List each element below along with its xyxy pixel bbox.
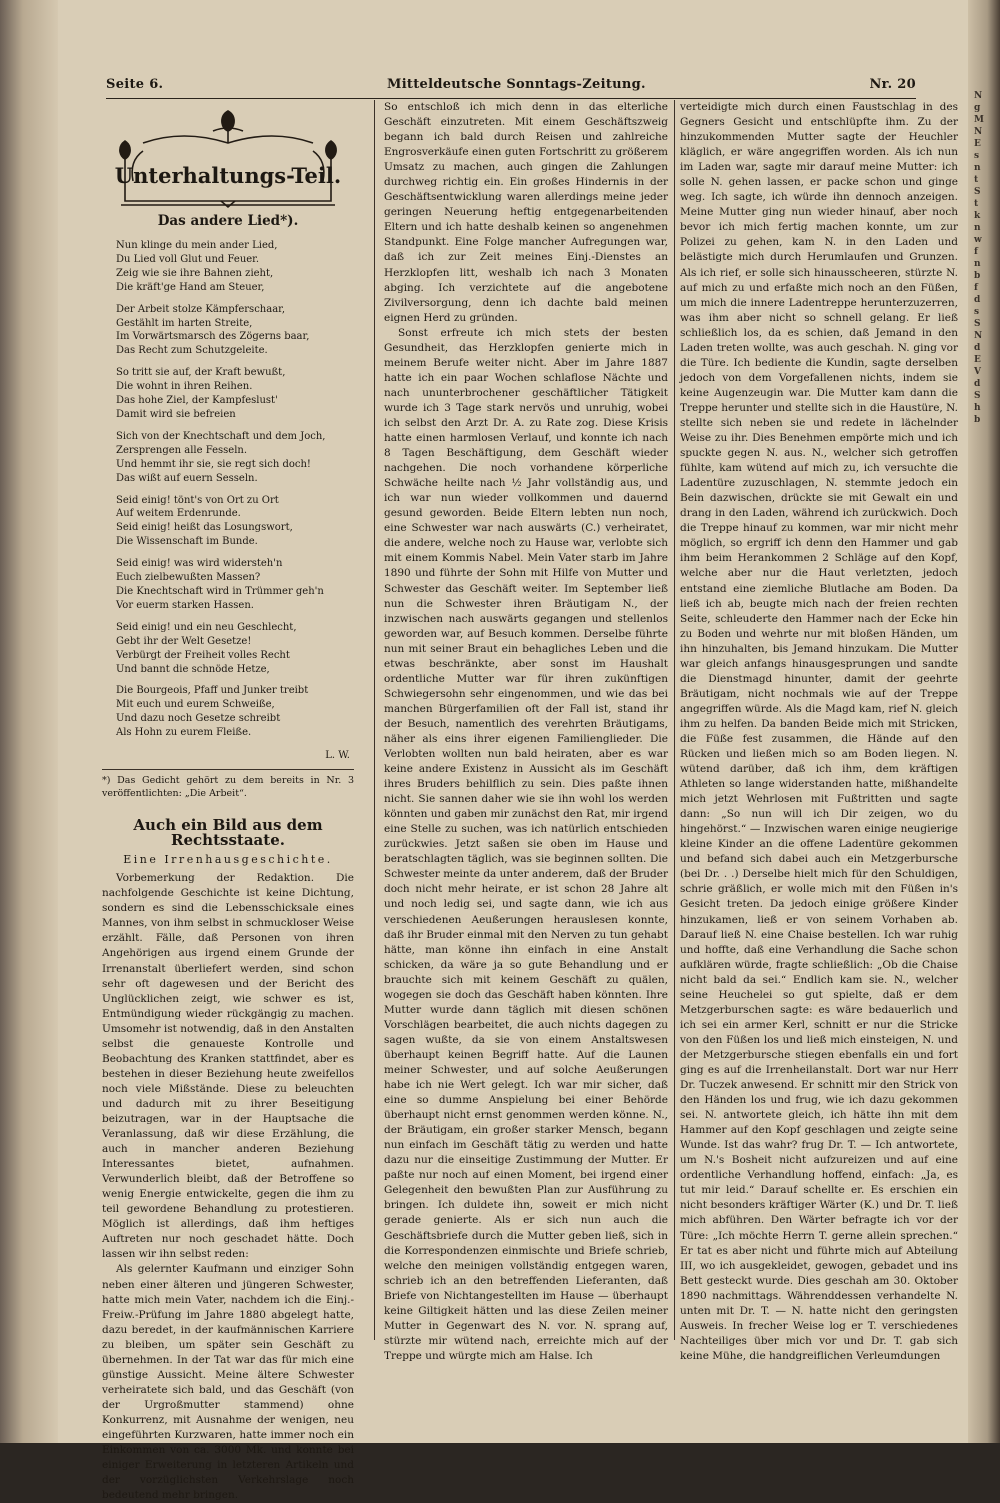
page-sheet <box>58 0 968 1502</box>
column-2 <box>384 100 668 1364</box>
book-binding <box>0 0 58 1443</box>
article-subtitle: Eine Irrenhausgeschichte. <box>123 853 333 867</box>
column-3 <box>680 100 958 1364</box>
next-page-edge-text: N g M N E s n t S t k n w f n b f d s S N d E V d S h b <box>974 91 984 425</box>
article-title: Auch ein Bild aus dem Rechtsstaate. <box>133 816 323 850</box>
article-paragraph: Vorbemerkung der Redaktion. Die nachfolgende Geschichte ist keine Dichtung, sondern es sind die Lebensschicksale eines Mannes, von ihm selbst in schmuckloser Weise erzählt. Fälle, daß Personen von ihren Angehörigen aus irgend einem Grunde der Irrenanstalt überliefert werden, sind schon sehr oft dagewesen und der Bericht des Unglücklichen zeigt, wie schwer es ist, Entmündigung wieder rückgängig zu machen. Umsomehr ist notwendig, daß in den Anstalten selbst die genaueste Kontrolle und Beobachtung des Kranken stattfindet, aber es bestehen in dieser Beziehung heute zweifellos noch viele Mißstände. Diese zu beleuchten und dadurch mit zu ihrer Beseitigung beizutragen, war in der Hauptsache die Veranlassung, daß wir diese Erzählung, die auch in mancher anderen Beziehung Interessantes bietet, aufnahmen. Verwunderlich bleibt, daß der Betroffene so wenig Energie entwickelte, gegen die ihm zu teil gewordene Behandlung zu protestieren. Möglich ist allerdings, daß ihm heftiges Auftreten nur noch geschadet hätte. Doch lassen wir ihn selbst reden: <box>102 872 354 1261</box>
poem-stanza: Der Arbeit stolze Kämpferschaar, Gestählt im harten Streite, Im Vorwärtsmarsch des Zögerns baar, Das Recht zum Schutzgeleite. <box>116 303 310 357</box>
page-number: Seite 6. <box>106 76 164 92</box>
poem-signature: L. W. <box>325 750 350 762</box>
issue-number: Nr. 20 <box>869 76 916 92</box>
poem-footnote: *) Das Gedicht gehört zu dem bereits in Nr. 3 veröffentlichten: „Die Arbeit“. <box>102 769 354 800</box>
poem-stanza: Seid einig! was wird widersteh'n Euch zielbewußten Massen? Die Knechtschaft wird in Trümmer geh'n Vor euerm starken Hassen. <box>116 558 324 611</box>
article-paragraph: Sonst erfreute ich mich stets der besten Gesundheit, das Herzklopfen genierte mich in meinem Berufe weiter nicht. Aber im Jahre 1887 hatte ich ein paar Wochen schlaflose Nächte und nach ununterbrochener geschäftlicher Tätigkeit wurde ich 3 Tage stark nervös und unruhig, wobei ich selbst den Arzt Dr. A. zu Rate zog. Diese Krisis hatte einen harmlosen Verlauf, und konnte ich nach 8 Tagen Beschäftigung, dem Geschäft wieder nachgehen. Die noch vorhandene körperliche Schwäche heilte nach ½ Jahr vollständig aus, und ich war nun wieder vollkommen und dauernd gesund geworden. Beide Eltern lebten nun noch, eine Schwester war nach auswärts (C.) verheiratet, die andere, welche noch zu Hause war, verlobte sich mit einem Kommis Nabel. Mein Vater starb im Jahre 1890 und führte der Sohn mit Hilfe von Mutter und Schwester das Geschäft weiter. Im September ließ nun die Schwester ihren Bräutigam N., der inzwischen nach auswärts gegangen und stellenlos geworden war, auf Besuch kommen. Derselbe führte nun mit seiner Braut ein behagliches Leben und die etwas beschränkte, aber sonst im Haushalt ordentliche Mutter war für ihren zukünftigen Schwiegersohn sehr eingenommen, und wie das bei manchen Bürgerfamilien oft der Fall ist, stand ihr der Besuch, namentlich des verehrten Bräutigams, näher als eins ihrer eigenen Familienglieder. Die Verlobten wollten nun bald heiraten, aber es war keine andere Existenz in Aussicht als im Geschäft ihres Bruders behilflich zu sein. Dies paßte ihnen nicht. Sie sannen daher wie sie ihn wohl los werden könnten und gaben mir zunächst den Rat, mir irgend eine Stelle zu suchen, was ich natürlich entschieden zurückwies. Jetzt saßen sie oben im Hause und beratschlagten täglich, was sie beginnen sollten. Die Schwester meinte da unter anderem, daß der Bruder doch nicht mehr heirate, er ist schon 28 Jahre alt und noch ledig sei, und sagte dann, wie ich aus verschiedenen Aeußerungen herauslesen konnte, daß ihr Bruder einmal mit den Nerven zu tun gehabt hätte, man könne ihn einfach in eine Anstalt schicken, da wäre ja so gute Behandlung und er brauchte sich mit keinem Geschäft zu quälen, wogegen sie doch das Geschäft haben könnten. Ihre Mutter wurde dann täglich mit diesen schönen Vorschlägen bearbeitet, die auch nichts dagegen zu sagen wußte, da sie von einem Anstaltswesen überhaupt keinen Begriff hatte. Auf die Launen meiner Schwester, und auf solche Aeußerungen habe ich nie Wert gelegt. Ich war mir sicher, daß eine so dumme Anspielung bei einer Behörde überhaupt nicht ernst genommen werden könne. N., der Bräutigam, ein großer starker Mensch, begann nun einfach im Geschäft tätig zu werden und hatte dazu nur die einseitige Zustimmung der Mutter. Er paßte nur noch auf einen Moment, bei irgend einer Gelegenheit den bewußten Plan zur Ausführung zu bringen. Ich duldete ihn, soweit er mich nicht gerade genierte. Als er sich nun auch die Geschäftsbriefe durch die Mutter geben ließ, sich in die Korrespondenzen einmischte und Briefe schrieb, welche den meinigen vollständig entgegen waren, schrieb ich an den betreffenden Lieferanten, daß Briefe von Nichtangestellten im Hause — überhaupt keine Giltigkeit hätten und las diese Zeilen meiner Mutter in Gegenwart des N. vor. N. sprang auf, stürzte mir wütend nach, erreichte mich auf der Treppe und würgte mich am Halse. Ich <box>384 326 668 1362</box>
column-divider-1 <box>374 100 375 1340</box>
running-header <box>106 70 916 99</box>
section-title: Unterhaltungs-Teil. <box>114 163 342 188</box>
column-1 <box>102 100 354 1503</box>
article-paragraph: verteidigte mich durch einen Faustschlag in des Gegners Gesicht und entschlüpfte ihm. Zu der hinzukommenden Mutter sagte der Heuchler kläglich, er wäre angegriffen worden. Als ich nun im Laden war, sagte mir darauf meine Mutter: ich solle N. gehen lassen, er packe schon und ginge weg. Ich sagte, ich würde ihn dennoch anzeigen. Meine Mutter ging nun wieder hinauf, aber noch bevor ich mich fertig machen konnte, um zur Polizei zu gehen, kam N. in den Laden und belästigte mich durch Herumlaufen und Grunzen. Als ich rief, er solle sich hinausscheeren, stürzte N. auf mich zu und erfaßte mich noch an den Füßen, um mich die innere Ladentreppe herunterzuzerren, was ihm aber nicht so schnell gelang. Er ließ schließlich los, da es schien, daß Jemand in den Laden treten wollte, was auch geschah. N. ging vor die Türe. Ich bediente die Kundin, sagte derselben jedoch von dem Vorgefallenen nichts, indem sie keine Augenzeugin war. Die Mutter kam dann die Treppe herunter und stellte sich in die Haustüre, N. stellte sich neben sie und redete in lächelnder Weise zu ihr. Dies Benehmen empörte mich und ich spuckte gegen N. aus. N., welcher sich getroffen fühlte, kam wütend auf mich zu, ich versuchte die Ladentüre zuzuschlagen, N. stemmte jedoch ein Bein dazwischen, drückte sie mit Gewalt ein und drang in den Laden, während ich zurückwich. Doch die Treppe hinauf zu kommen, war mir nicht mehr möglich, so ergriff ich denn den Hammer und gab ihm beim Herankommen 2 Schläge auf den Kopf, welche aber nur die Haut verletzten, jedoch entstand eine ziemliche Blutlache am Boden. Da ließ ich ab, beugte mich nach der freien rechten Seite, schleuderte den Hammer nach der Ecke hin zu Boden und wehrte nur mit bloßen Händen, um ihn hinzuhalten, bis Jemand hinzukam. Die Mutter war gleich anfangs hinausgesprungen und sandte die Dienstmagd hinunter, damit der geehrte Bräutigam, nicht nochmals wie auf der Treppe angegriffen würde. Als die Magd kam, rief N. gleich ihm zu helfen. Da banden Beide mich mit Stricken, die Füße fest zusammen, die Hände auf den Rücken und ließen mich so am Boden liegen. N. wütend darüber, daß ich ihm, dem kräftigen Athleten so lange widerstanden hatte, mißhandelte mich jetzt Wehrlosen mit Fußtritten und sagte dann: „So nun will ich Dir zeigen, wo du hingehörst.“ — Inzwischen waren einige neugierige kleine Kinder an die offene Ladentüre gekommen und befand sich dabei auch ein Metzgerbursche (bei Dr. . .) Derselbe hielt mich für den Schuldigen, schrie gräßlich, er wolle mich mit den Füßen in's Gesicht treten. Da jedoch einige größere Kinder hinzukamen, ließ er von seinem Vorhaben ab. Darauf ließ N. eine Chaise bestellen. Ich war ruhig und hoffte, daß eine Verhandlung die Sache schon aufklären würde, fragte schließlich: „Ob die Chaise nicht bald da sei.“ Endlich kam sie. N., welcher seine Heuchelei so gut spielte, daß er dem Metzgerburschen sagte: es wäre bedauerlich und ich sei ein armer Kerl, schnitt er nur die Stricke von den Füßen los und ließ mich einsteigen, N. und der Metzgerbursche stiegen ebenfalls ein und fort ging es auf die Irrenheilanstalt. Dort war nur Herr Dr. Tuczek anwesend. Er schnitt mir den Strick von den Händen los und frug, wie ich dazu gekommen sei. N. antwortete gleich, ich hätte ihn mit dem Hammer auf den Kopf geschlagen und zeigte seine Wunde. Ist das wahr? frug Dr. T. — Ich antwortete, um N.'s Bosheit nicht aufzureizen und auf eine ordentliche Verhandlung hoffend, einfach: „Ja, es tut mir leid.“ Darauf schellte er. Es erschien ein nicht besonders kräftiger Wärter (K.) und Dr. T. ließ mich abführen. Den Wärter befragte ich vor der Türe: „Ich möchte Herrn T. gerne allein sprechen.“ Er tat es aber nicht und führte mich auf Abteilung III, wo ich ausgekleidet, gewogen, gebadet und ins Bett gesteckt wurde. Dies geschah am 30. Oktober 1890 nachmittags. Währenddessen verhandelte N. unten mit Dr. T. — N. hatte nicht den geringsten Ausweis. In frecher Weise log er T. verschiedenes Nachteiliges über mich vor und Dr. T. gab sich keine Mühe, die handgreiflichen Verleumdungen <box>680 101 958 1362</box>
poem-stanza: Seid einig! und ein neu Geschlecht, Gebt ihr der Welt Gesetze! Verbürgt der Freiheit volles Recht Und bannt die schnöde Hetze, <box>116 621 297 675</box>
column-divider-2 <box>674 100 675 1340</box>
article-paragraph: Als gelernter Kaufmann und einziger Sohn neben einer älteren und jüngeren Schwester, hatte mich mein Vater, nachdem ich die Einj.-Freiw.-Prüfung im Jahre 1880 abgelegt hatte, dazu beredet, in der kaufmännischen Karriere zu bleiben, um später sein Geschäft zu übernehmen. In der Tat war das für mich eine günstige Aussicht. Meine ältere Schwester verheiratete sich bald, und das Geschäft (von der Urgroßmutter stammend) ohne Konkurrenz, mit Ausnahme der wenigen, neu eingeführten Kurzwaren, hatte immer noch ein Einkommen von ca. 3000 Mk. und konnte bei einiger Erweiterung in letzteren Artikeln und der vorzüglichsten Verkehrslage noch bedeutend mehr bringen. <box>102 1263 354 1502</box>
poem-stanza: Seid einig! tönt's von Ort zu Ort Auf weitem Erdenrunde. Seid einig! heißt das Losungswort, Die Wissenschaft im Bunde. <box>116 494 293 548</box>
poem-title: Das andere Lied*). <box>157 213 299 229</box>
poem <box>102 239 354 740</box>
section-banner <box>102 100 354 210</box>
poem-stanza: Nun klinge du mein ander Lied, Du Lied voll Glut und Feuer. Zeig wie sie ihre Bahnen zieht, Die kräft'ge Hand am Steuer, <box>116 240 278 293</box>
lamp-ornament-icon <box>103 101 353 209</box>
newspaper-title: Mitteldeutsche Sonntags-Zeitung. <box>387 76 646 92</box>
next-page-edge <box>968 0 1000 1443</box>
poem-stanza: So tritt sie auf, der Kraft bewußt, Die wohnt in ihren Reihen. Das hohe Ziel, der Kampfeslust' Damit wird sie befreien <box>116 367 286 421</box>
poem-stanza: Sich von der Knechtschaft und dem Joch, Zersprengen alle Fesseln. Und hemmt ihr sie, sie regt sich doch! Das wißt auf euern Sesseln. <box>116 430 326 484</box>
poem-stanza: Die Bourgeois, Pfaff und Junker treibt Mit euch und eurem Schweiße, Und dazu noch Gesetze schreibt Als Hohn zu eurem Fleiße. <box>116 685 309 739</box>
article-paragraph: So entschloß ich mich denn in das elterliche Geschäft einzutreten. Mit einem Geschäftszweig begann ich bald durch Reisen und zahlreiche Engrosverkäufe einen guten Fortschritt zu größerem Umsatz zu machen, auch gingen die Zahlungen durchweg richtig ein. Ein großes Hindernis in der Geschäftsentwicklung waren allerdings meine jeder geringen Neuerung heftig entgegenarbeitenden Eltern und ich hatte deshalb keinen so angenehmen Standpunkt. Eine Folge mancher Aufregungen war, daß ich zur Zeit meines Einj.-Dienstes an Herzklopfen litt, weshalb ich nach 3 Monaten abging. Ich verzichtete auf die angebotene Zivilversorgung, denn ich dachte bald meinen eignen Herd zu gründen. <box>384 101 668 324</box>
